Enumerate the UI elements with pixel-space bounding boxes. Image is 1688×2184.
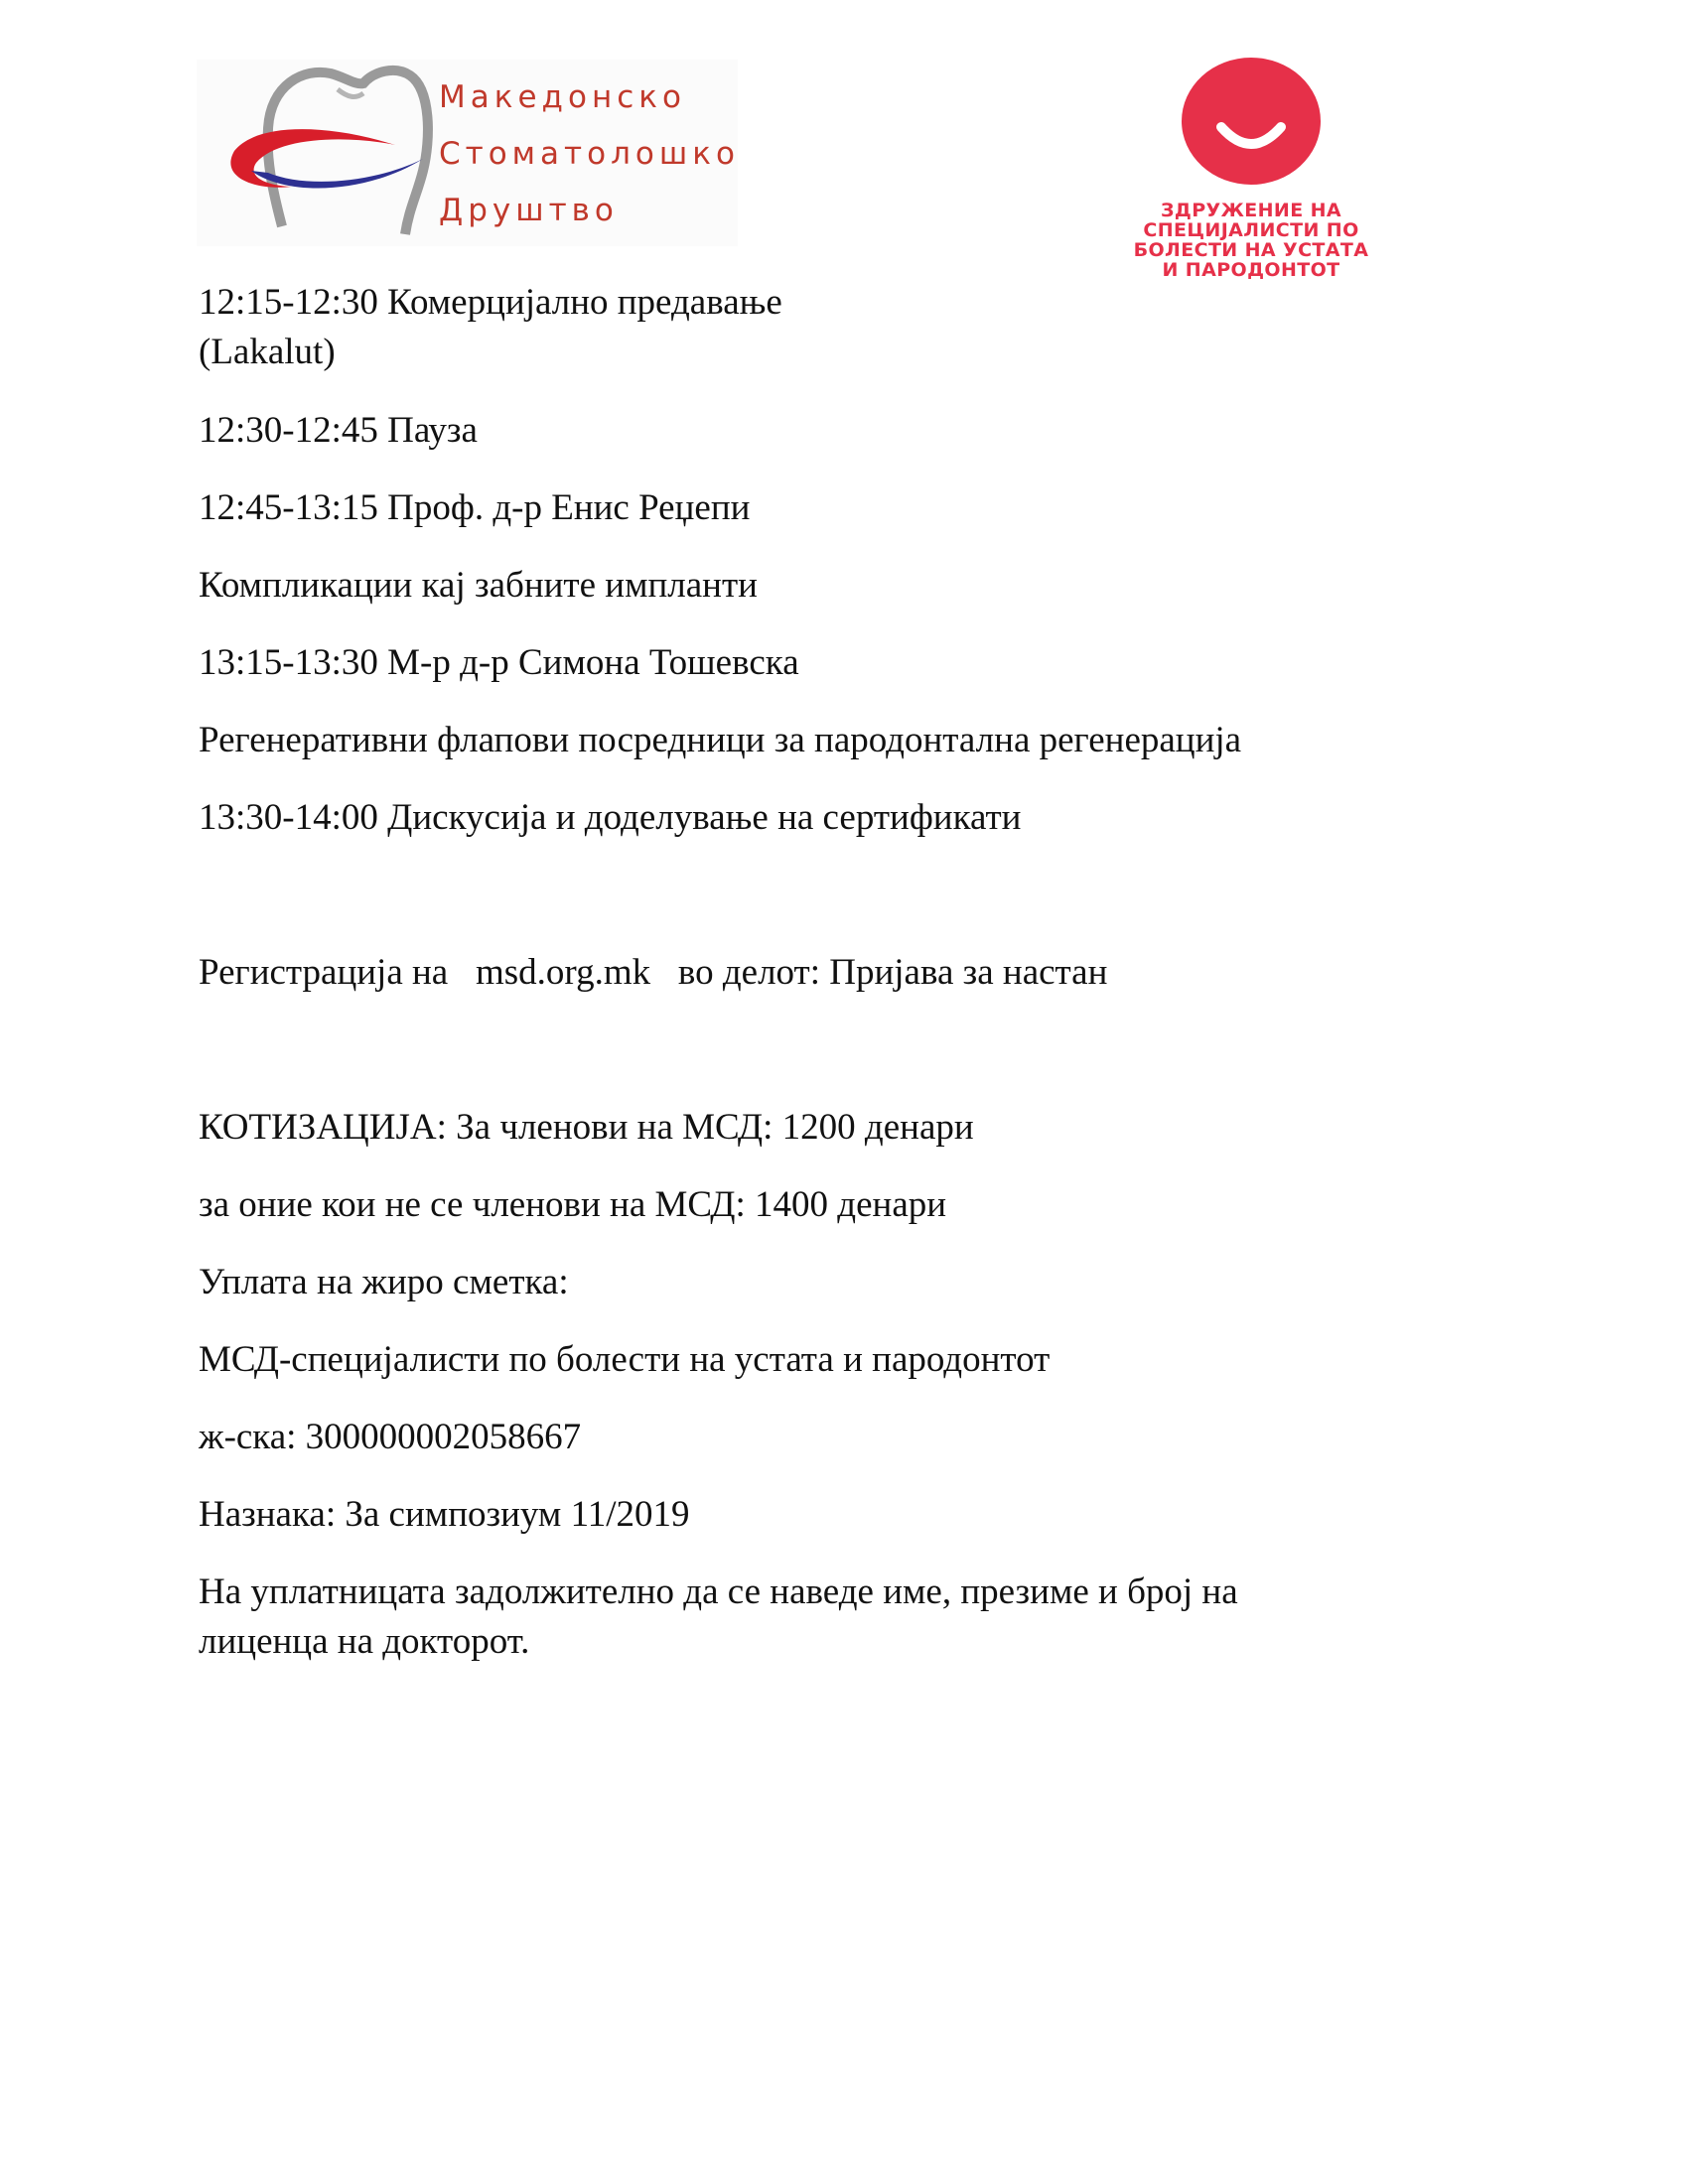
fee-line: лиценца на докторот. (199, 1621, 530, 1662)
fee-line: ж-ска: 300000002058667 (199, 1417, 582, 1457)
fee-line: КОТИЗАЦИЈА: За членови на МСД: 1200 денари (199, 1107, 974, 1148)
association-logo-line3: БОЛЕСТИ НА УСТАТА (1133, 239, 1369, 261)
program-line: Регенеративни флапови посредници за пародонтална регенерација (199, 720, 1242, 760)
association-logo-line1: ЗДРУЖЕНИЕ НА (1160, 200, 1342, 221)
registration-site-link[interactable]: msd.org.mk (475, 952, 651, 993)
program-line: (Lakalut) (199, 332, 336, 372)
fee-line: за оние кои не се членови на МСД: 1400 денари (199, 1184, 947, 1225)
fee-line: Назнака: За симпозиум 11/2019 (199, 1494, 690, 1535)
smile-icon (1182, 58, 1321, 187)
program-line: 13:15-13:30 М-р д-р Симона Тошевска (199, 642, 799, 683)
association-logo (1102, 58, 1400, 296)
program-line: 12:15-12:30 Комерцијално предавање (199, 282, 782, 323)
msd-logo-line3: Друштво (439, 193, 619, 228)
registration-line (199, 948, 1107, 998)
association-logo-line4: И ПАРОДОНТОТ (1162, 259, 1340, 281)
fee-line: Уплата на жиро сметка: (199, 1262, 569, 1302)
association-logo-line2: СПЕЦИЈАЛИСТИ ПО (1143, 219, 1359, 241)
program-line: Компликации кај забните импланти (199, 565, 758, 606)
msd-logo (197, 60, 738, 246)
program-line: 12:30-12:45 Пауза (199, 410, 478, 451)
registration-suffix: во делот: Пријава за настан (677, 952, 1108, 993)
registration-prefix: Регистрација на (199, 952, 449, 993)
msd-logo-line1: Македонско (439, 79, 686, 115)
msd-logo-line2: Стоматолошко (439, 136, 740, 172)
program-line: 13:30-14:00 Дискусија и доделување на сертификати (199, 797, 1022, 838)
program-line: 12:45-13:15 Проф. д-р Енис Реџепи (199, 487, 751, 528)
fee-line: МСД-специјалисти по болести на устата и пародонтот (199, 1339, 1051, 1380)
fee-line: На уплатницата задолжително да се наведе име, презиме и број на (199, 1571, 1238, 1612)
